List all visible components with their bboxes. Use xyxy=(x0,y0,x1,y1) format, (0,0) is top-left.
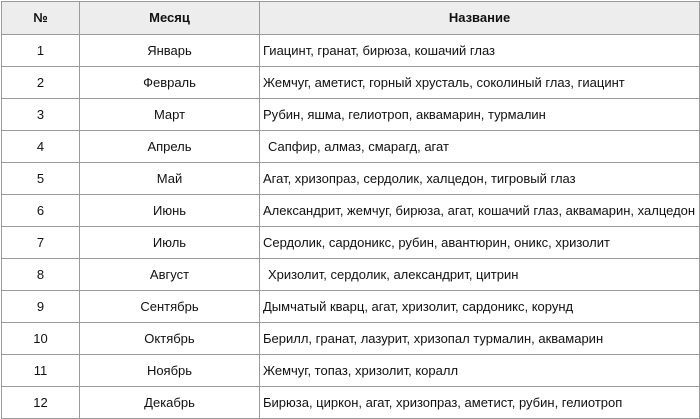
cell-number: 1 xyxy=(2,35,80,67)
cell-month: Май xyxy=(80,163,260,195)
table-row xyxy=(2,291,700,323)
table-row xyxy=(2,35,700,67)
cell-stones: Хризолит, сердолик, александрит, цитрин xyxy=(260,259,700,291)
cell-month: Август xyxy=(80,259,260,291)
cell-stones: Жемчуг, аметист, горный хрусталь, соколиный глаз, гиацинт xyxy=(260,67,700,99)
table-row xyxy=(2,227,700,259)
cell-number: 3 xyxy=(2,99,80,131)
cell-stones: Гиацинт, гранат, бирюза, кошачий глаз xyxy=(260,35,700,67)
cell-stones: Агат, хризопраз, сердолик, халцедон, тигровый глаз xyxy=(260,163,700,195)
cell-stones: Жемчуг, топаз, хризолит, коралл xyxy=(260,355,700,387)
table-row xyxy=(2,259,700,291)
cell-number: 2 xyxy=(2,67,80,99)
table-row xyxy=(2,99,700,131)
cell-month: Октябрь xyxy=(80,323,260,355)
cell-number: 4 xyxy=(2,131,80,163)
cell-month: Январь xyxy=(80,35,260,67)
cell-month: Апрель xyxy=(80,131,260,163)
cell-month: Февраль xyxy=(80,67,260,99)
table-row xyxy=(2,355,700,387)
cell-month: Сентябрь xyxy=(80,291,260,323)
table-row xyxy=(2,323,700,355)
table-header-row xyxy=(2,2,700,35)
column-header-name: Название xyxy=(260,2,700,35)
cell-month: Ноябрь xyxy=(80,355,260,387)
cell-number: 11 xyxy=(2,355,80,387)
cell-month: Июль xyxy=(80,227,260,259)
cell-number: 10 xyxy=(2,323,80,355)
cell-stones: Дымчатый кварц, агат, хризолит, сардоникс, корунд xyxy=(260,291,700,323)
column-header-month: Месяц xyxy=(80,2,260,35)
cell-stones: Рубин, яшма, гелиотроп, аквамарин, турмалин xyxy=(260,99,700,131)
table-row xyxy=(2,387,700,419)
table-row xyxy=(2,195,700,227)
cell-stones: Сердолик, сардоникс, рубин, авантюрин, оникс, хризолит xyxy=(260,227,700,259)
cell-number: 9 xyxy=(2,291,80,323)
cell-month: Июнь xyxy=(80,195,260,227)
cell-stones: Берилл, гранат, лазурит, хризопал турмалин, аквамарин xyxy=(260,323,700,355)
table-row xyxy=(2,131,700,163)
column-header-number: № xyxy=(2,2,80,35)
cell-stones: Бирюза, циркон, агат, хризопраз, аметист, рубин, гелиотроп xyxy=(260,387,700,419)
cell-stones: Сапфир, алмаз, смарагд, агат xyxy=(260,131,700,163)
cell-number: 7 xyxy=(2,227,80,259)
cell-number: 8 xyxy=(2,259,80,291)
table-row xyxy=(2,67,700,99)
cell-month: Март xyxy=(80,99,260,131)
cell-number: 6 xyxy=(2,195,80,227)
cell-number: 12 xyxy=(2,387,80,419)
cell-number: 5 xyxy=(2,163,80,195)
table-row xyxy=(2,163,700,195)
cell-month: Декабрь xyxy=(80,387,260,419)
cell-stones: Александрит, жемчуг, бирюза, агат, кошачий глаз, аквамарин, халцедон xyxy=(260,195,700,227)
birthstones-table xyxy=(1,1,700,419)
